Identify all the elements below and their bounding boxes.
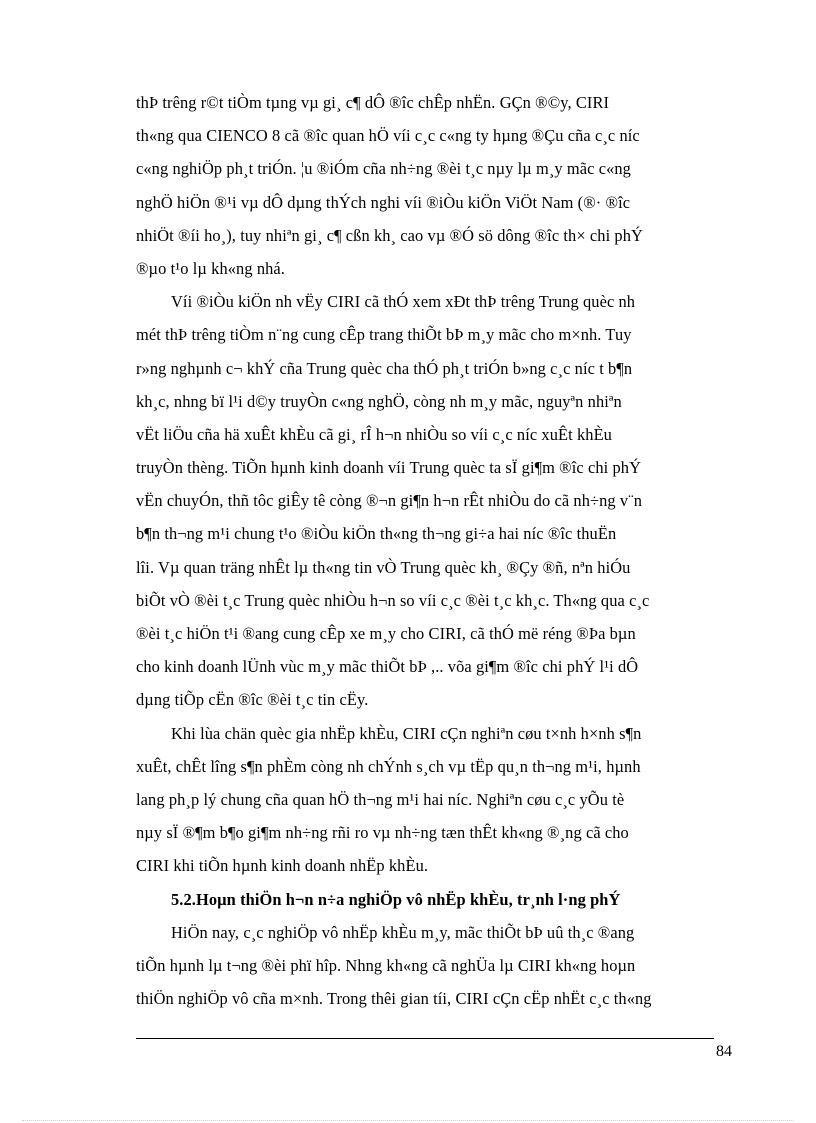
section-heading: 5.2.Hoµn thiÖn h¬n n÷a nghiÖp vô nhËp khÈu, tr¸nh l·ng phÝ [171,889,621,909]
document-body [136,86,740,1015]
body-line: tiÕn hµnh lµ t¬ng ®èi phï hîp. Nhng kh«ng cã nghÜa lµ CIRI kh«ng hoµn [136,955,636,975]
body-line: mét thÞ trêng tiÒm n¨ng cung cÊp trang thiÕt bÞ m¸y mãc cho m×nh. Tuy [136,325,632,345]
body-line: nghÖ hiÖn ®¹i vµ dÔ dµng thÝch nghi víi ®iÒu kiÖn ViÖt Nam (®· ®îc [136,192,631,212]
body-line: ®µo t¹o lµ kh«ng nhá. [136,258,285,278]
body-line: thiÖn nghiÖp vô cña m×nh. Trong thêi gian tíi, CIRI cÇn cËp nhËt c¸c th«ng [136,989,652,1009]
body-line: truyÒn thèng. TiÕn hµnh kinh doanh víi Trung quèc ta sÏ gi¶m ®îc chi phÝ [136,458,642,478]
body-line: vËt liÖu cña hä xuÊt khÈu cã gi¸ rÎ h¬n nhiÒu so víi c¸c níc xuÊt khÈu [136,424,612,444]
body-line: biÕt vÒ ®èi t¸c Trung quèc nhiÒu h¬n so víi c¸c ®èi t¸c kh¸c. Th«ng qua c¸c [136,590,650,610]
body-line: dµng tiÕp cËn ®îc ®èi t¸c tin cËy. [136,690,369,710]
body-line: lîi. Vµ quan träng nhÊt lµ th«ng tin vÒ Trung quèc kh¸ ®Çy ®ñ, nªn hiÓu [136,557,631,577]
body-line: kh¸c, nhng bï l¹i d©y truyÒn c«ng nghÖ, còng nh m¸y mãc, nguyªn nhiªn [136,391,622,411]
body-line: nhiÖt ®íi ho¸), tuy nhiªn gi¸ c¶ cßn kh¸ cao vµ ®Ó sö dông ®îc th× chi phÝ [136,225,643,245]
body-line: thÞ trêng r©t tiÒm tµng vµ gi¸ c¶ dÔ ®îc chÊp nhËn. GÇn ®©y, CIRI [136,93,610,112]
body-line: th«ng qua CIENCO 8 cã ®îc quan hÖ víi c¸c c«ng ty hµng ®Çu cña c¸c níc [136,126,640,146]
page-number: 84 [716,1043,732,1060]
footer-divider [136,1038,714,1039]
body-line: b¶n th¬ng m¹i chung t¹o ®iÒu kiÖn th«ng th¬ng gi÷a hai níc ®îc thuËn [136,524,617,544]
body-line: vËn chuyÓn, thñ tôc giÊy tê còng ®¬n gi¶n h¬n rÊt nhiÒu do cã nh÷ng v¨n [136,491,643,511]
body-line: ®èi t¸c hiÖn t¹i ®ang cung cÊp xe m¸y cho CIRI, cã thÓ më réng ®Þa bµn [136,624,636,643]
body-line: CIRI khi tiÕn hµnh kinh doanh nhËp khÈu. [136,856,429,876]
body-line: Víi ®iÒu kiÖn nh vËy CIRI cã thÓ xem xÐt thÞ trêng Trung quèc nh [171,292,636,312]
body-line: r»ng nghµnh c¬ khÝ cña Trung quèc cha thÓ ph¸t triÓn b»ng c¸c níc t b¶n [136,358,633,378]
page-bottom-border [22,1120,794,1121]
body-line: nµy sÏ ®¶m b¶o gi¶m nh÷ng rñi ro vµ nh÷ng tæn thÊt kh«ng ®¸ng cã cho [136,823,629,843]
body-line: xuÊt, chÊt lîng s¶n phÈm còng nh chÝnh s¸ch vµ tËp qu¸n th¬ng m¹i, hµnh [136,756,641,776]
body-line: lang ph¸p lý chung cña quan hÖ th¬ng m¹i hai níc. Nghiªn cøu c¸c yÕu tè [136,789,625,809]
body-line: c«ng nghiÖp ph¸t triÓn. ¦u ®iÓm cña nh÷ng ®èi t¸c nµy lµ m¸y mãc c«ng [136,159,631,179]
body-line: HiÖn nay, c¸c nghiÖp vô nhËp khÈu m¸y, mãc thiÕt bÞ uû th¸c ®ang [171,922,635,942]
body-line: Khi lùa chän quèc gia nhËp khÈu, CIRI cÇn nghiªn cøu t×nh h×nh s¶n [171,723,642,743]
body-line: cho kinh doanh lÜnh vùc m¸y mãc thiÕt bÞ ,.. võa gi¶m ®îc chi phÝ l¹i dÔ [136,657,639,677]
